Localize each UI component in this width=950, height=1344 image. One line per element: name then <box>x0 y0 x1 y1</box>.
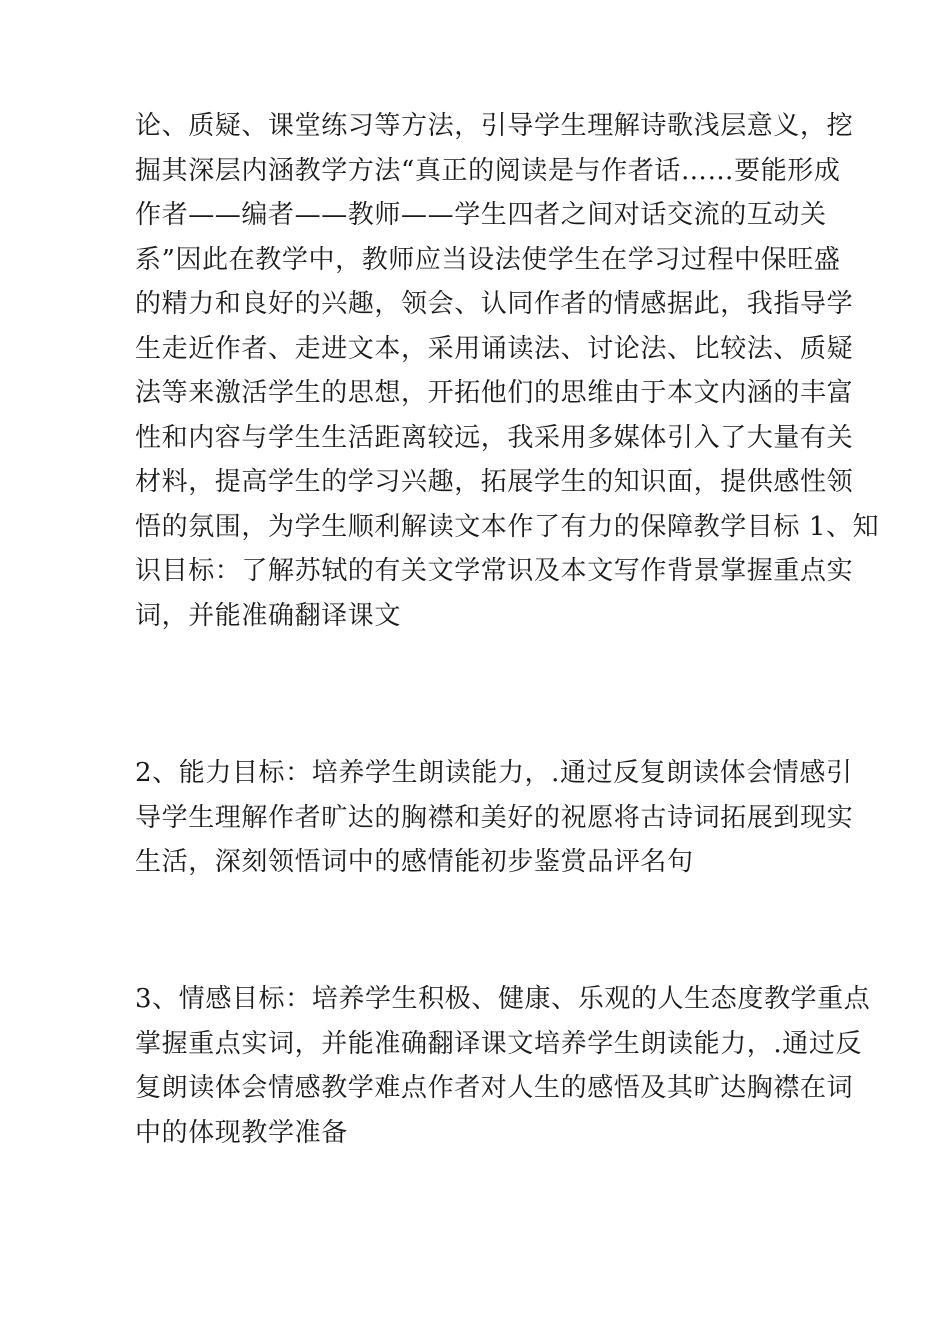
text-line: 掌握重点实词，并能准确翻译课文培养学生朗读能力，.通过反 <box>135 1028 863 1059</box>
paragraph-ability-goal <box>135 751 855 885</box>
text-line: 悟的氛围，为学生顺利解读文本作了有力的保障教学目标 1、知 <box>135 511 880 542</box>
text-line: 生走近作者、走进文本，采用诵读法、讨论法、比较法、质疑 <box>135 333 854 364</box>
text-line: 的精力和良好的兴趣，领会、认同作者的情感据此，我指导学 <box>135 289 854 319</box>
text-line: 系”因此在教学中，教师应当设法使学生在学习过程中保旺盛 <box>135 244 841 275</box>
text-line: 3、情感目标：培养学生积极、健康、乐观的人生态度教学重点 <box>135 984 871 1014</box>
text-line: 论、质疑、课堂练习等方法，引导学生理解诗歌浅层意义，挖 <box>135 111 854 141</box>
text-line: 中的体现教学准备 <box>135 1117 348 1148</box>
text-line: 导学生理解作者旷达的胸襟和美好的祝愿将古诗词拓展到现实 <box>135 802 854 833</box>
text-line: 词，并能准确翻译课文 <box>135 600 402 631</box>
text-line: 复朗读体会情感教学难点作者对人生的感悟及其旷达胸襟在词 <box>135 1073 854 1103</box>
text-line: 2、能力目标：培养学生朗读能力，.通过反复朗读体会情感引 <box>135 758 853 788</box>
text-line: 生活，深刻领悟词中的感情能初步鉴赏品评名句 <box>135 847 694 877</box>
text-line: 作者——编者——教师——学生四者之间对话交流的互动关 <box>135 200 827 230</box>
paragraph-emotion-goal <box>135 977 871 1155</box>
text-line: 识目标：了解苏轼的有关文学常识及本文写作背景掌握重点实 <box>135 556 854 586</box>
paragraph-teaching-method <box>135 104 880 638</box>
text-line: 掘其深层内涵教学方法“真正的阅读是与作者话……要能形成 <box>135 155 841 186</box>
text-line: 性和内容与学生生活距离较远，我采用多媒体引入了大量有关 <box>135 422 854 453</box>
text-line: 法等来激活学生的思想，开拓他们的思维由于本文内涵的丰富 <box>135 378 854 408</box>
text-line: 材料，提高学生的学习兴趣，拓展学生的知识面，提供感性领 <box>135 467 854 497</box>
